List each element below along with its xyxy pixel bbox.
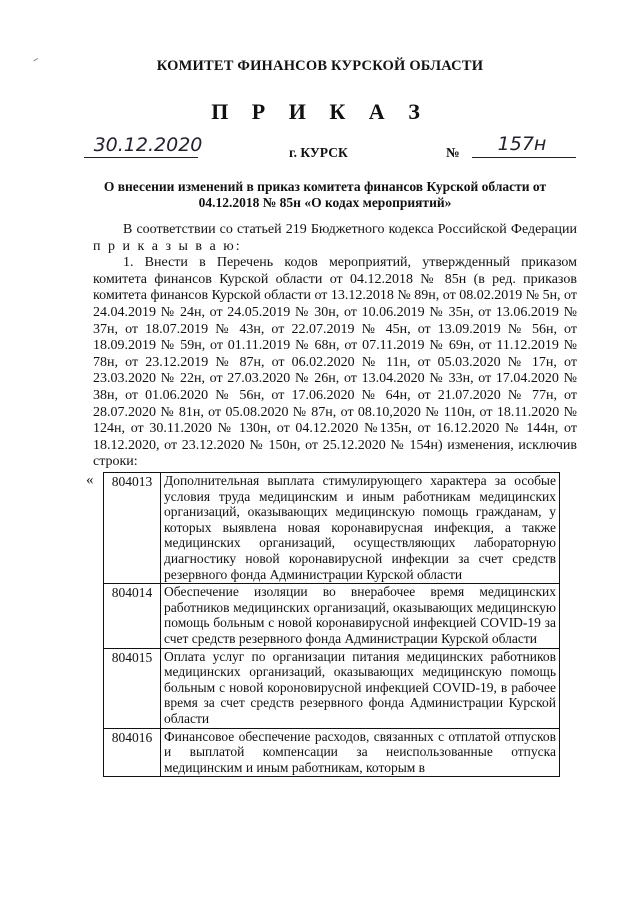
handwritten-number: 157н	[497, 133, 547, 155]
code-cell: 804014	[104, 584, 161, 648]
item-1-paragraph: 1. Внести в Перечень кодов мероприятий, утвержденный приказом комитета финансов Курской области от 04.12.2018 № 85н (в ред. приказов комитета финансов Курской области от 13.12.2018 № 89н, от 08.02.2019 № 5н, от 24.04.2019 № 24н, от 24.05.2019 № 30н, от 10.06.2019 № 35н, от 13.06.2019 № 37н, от 18.07.2019 № 43н, от 22.07.2019 № 45н, от 13.09.2019 № 56н, от 18.09.2019 № 59н, от 01.11.2019 № 68н, от 07.11.2019 № 69н, от 11.12.2019 № 78н, от 23.12.2019 № 87н, от 06.02.2020 № 11н, от 05.03.2020 № 17н, от 23.03.2020 № 22н, от 27.03.2020 № 26н, от 13.04.2020 № 33н, от 17.04.2020 № 38н, от 01.06.2020 № 56н, от 17.06.2020 № 64н, от 21.07.2020 № 77н, от 28.07.2020 № 81н, от 05.08.2020 № 87н, от 08.10,2020 № 110н, от 18.11.2020 № 124н, от 30.11.2020 № 130н, от 04.12.2020 №135н, от 16.12.2020 № 144н, от 18.12.2020, от 23.12.2020 № 150н, от 25.12.2020 № 154н) изменения, исключив строки:	[93, 255, 577, 470]
order-subject: О внесении изменений в приказ комитета финансов Курской области от 04.12.2018 № 85н «О кодах мероприятий»	[103, 179, 547, 210]
description-cell: Финансовое обеспечение расходов, связанных с отплатой отпусков и выплатой компенсации за неиспользованные отпуска медицинским и иным работникам, которым в	[161, 728, 560, 777]
opening-quote: «	[86, 472, 94, 488]
code-cell: 804015	[104, 648, 161, 728]
table-row	[104, 648, 560, 728]
excluded-codes-table	[103, 472, 560, 777]
preamble-text: В соответствии со статьей 219 Бюджетного кодекса Российской Федерации	[123, 222, 577, 237]
table-row	[104, 584, 560, 648]
committee-header: КОМИТЕТ ФИНАНСОВ КУРСКОЙ ОБЛАСТИ	[156, 58, 484, 74]
code-cell: 804013	[104, 473, 161, 584]
description-cell: Оплата услуг по организации питания медицинских работников медицинских организаций, оказывающих медицинскую помощь больным с новой короновирусной инфекцией COVID-19, в рабочее время за счет средств резервного фонда Администрации Курской области	[161, 648, 560, 728]
number-underline	[472, 157, 576, 158]
order-word: п р и к а з ы в а ю:	[93, 238, 242, 254]
description-cell: Дополнительная выплата стимулирующего характера за особые условия труда медицинским и иным работникам медицинских организаций, оказывающих медицинскую помощь гражданам, у которых выявлена новая коронавирусная инфекция, а также медицинских организаций, осуществляющих лабораторную диагностику новой коронавирусной инфекции за счет средств резервного фонда Администрации Курской области	[161, 473, 560, 584]
description-cell: Обеспечение изоляции во внерабочее время медицинских работников медицинских организаций, оказывающих медицинскую помощь больным с новой коронавирусной инфекцией COVID-19 за счет средств резервного фонда Администрации Курской области	[161, 584, 560, 648]
code-cell: 804016	[104, 728, 161, 777]
order-title: П Р И К А З	[211, 99, 429, 124]
handwritten-date: 30.12.2020	[93, 134, 203, 156]
preamble-paragraph	[93, 222, 577, 255]
table-row	[104, 473, 560, 584]
order-body	[93, 222, 577, 471]
city-label: г. КУРСК	[289, 145, 348, 160]
number-sign: №	[446, 145, 460, 160]
table-row	[104, 728, 560, 777]
date-underline	[84, 157, 198, 158]
